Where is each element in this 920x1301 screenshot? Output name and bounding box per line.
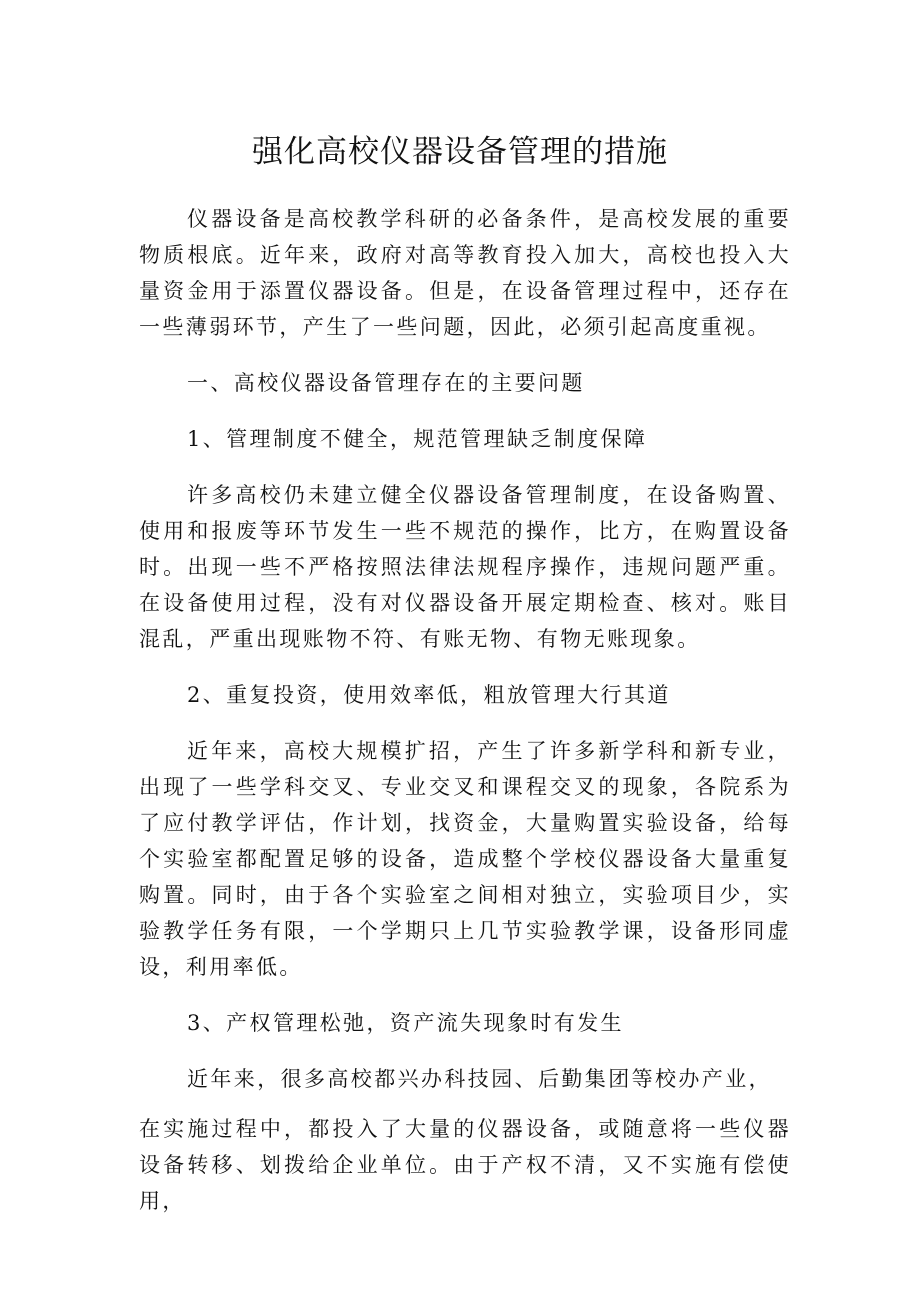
section-heading-1: 一、高校仪器设备管理存在的主要问题 [187, 371, 585, 395]
document-body [139, 201, 791, 1239]
paragraph-2: 近年来，高校大规模扩招，产生了许多新学科和新专业，出现了一些学科交叉、专业交叉和课程交叉的现象，各院系为了应付教学评估，作计划，找资金，大量购置实验设备，给每个实验室都配置足够的设备，造成整个学校仪器设备大量重复购置。同时，由于各个实验室之间相对独立，实验项目少，实验教学任务有限，一个学期只上几节实验教学课，设备形同虚设，利用率低。 [139, 739, 791, 979]
subheading-1: 1、管理制度不健全，规范管理缺乏制度保障 [187, 427, 648, 451]
paragraph-3-continued: 在实施过程中，都投入了大量的仪器设备，或随意将一些仪器设备转移、划拨给企业单位。由于产权不清，又不实施有偿使用， [139, 1117, 791, 1213]
document-title: 强化高校仪器设备管理的措施 [252, 134, 668, 170]
subheading-3: 3、产权管理松弛，资产流失现象时有发生 [187, 1011, 624, 1035]
intro-paragraph: 仪器设备是高校教学科研的必备条件，是高校发展的重要物质根底。近年来，政府对高等教育投入加大，高校也投入大量资金用于添置仪器设备。但是，在设备管理过程中，还存在一些薄弱环节，产生了一些问题，因此，必须引起高度重视。 [139, 207, 791, 339]
subheading-2: 2、重复投资，使用效率低，粗放管理大行其道 [187, 683, 671, 707]
paragraph-3-line-1: 近年来，很多高校都兴办科技园、后勤集团等校办产业， [187, 1067, 772, 1091]
paragraph-1: 许多高校仍未建立健全仪器设备管理制度，在设备购置、使用和报废等环节发生一些不规范的操作，比方，在购置设备时。出现一些不严格按照法律法规程序操作，违规问题严重。在设备使用过程，没有对仪器设备开展定期检查、核对。账目混乱，严重出现账物不符、有账无物、有物无账现象。 [139, 483, 791, 651]
